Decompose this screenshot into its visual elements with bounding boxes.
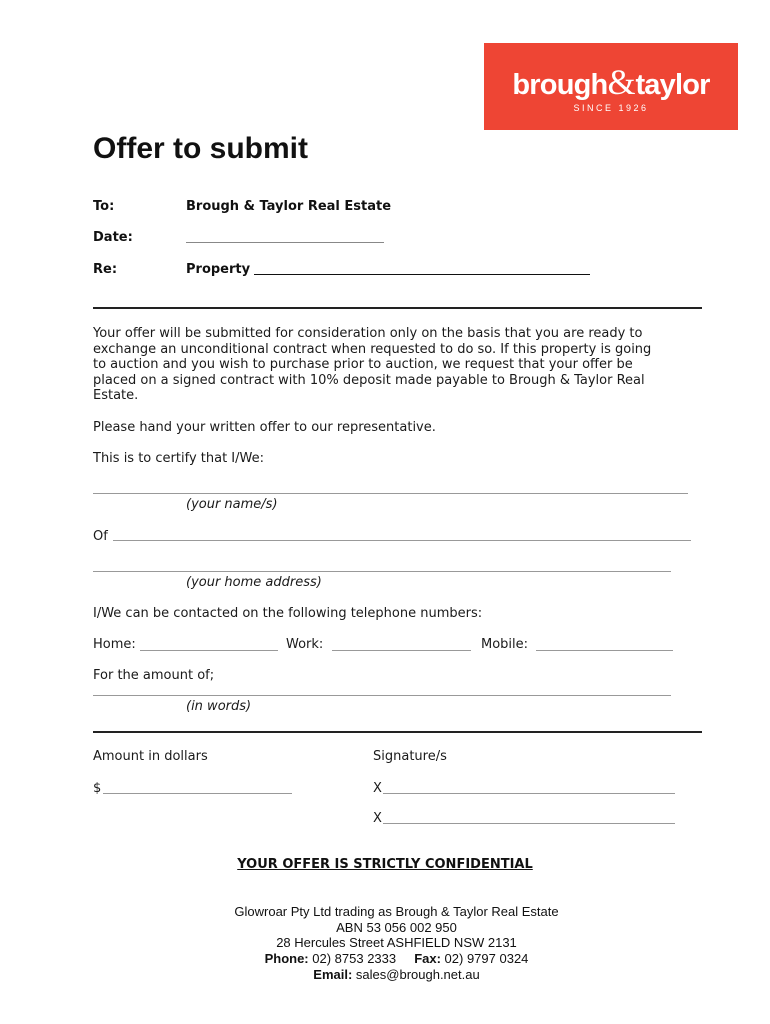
footer-phone-fax: [0, 951, 770, 967]
fax-label: Fax:: [414, 951, 441, 967]
hand-offer-text: Please hand your written offer to our representative.: [93, 420, 436, 435]
mobile-phone-label: Mobile:: [481, 637, 529, 652]
intro-paragraph: [93, 326, 693, 404]
work-phone-label: Work:: [286, 637, 324, 652]
dollar-sign: $: [93, 781, 102, 796]
contact-text: I/We can be contacted on the following telephone numbers:: [93, 606, 483, 621]
email-value[interactable]: sales@brough.net.au: [355, 966, 480, 982]
amount-dollars-label: Amount in dollars: [93, 749, 208, 764]
page-title: Offer to submit: [93, 132, 308, 165]
brand-wordmark: [484, 62, 738, 102]
signatures-label: Signature/s: [373, 749, 447, 764]
footer-abn: ABN 53 056 002 950: [336, 919, 457, 935]
intro-line: placed on a signed contract with 10% deposit made payable to Brough & Taylor Real: [93, 372, 645, 388]
signature-x-mark: X: [373, 811, 382, 826]
to-value: Brough & Taylor Real Estate: [186, 199, 392, 214]
phone-value: 02) 8753 2333: [312, 951, 397, 967]
address-field[interactable]: [93, 571, 671, 572]
property-field[interactable]: [254, 274, 590, 275]
intro-line: Your offer will be submitted for consideration only on the basis that you are ready to: [93, 326, 643, 341]
amount-of-text: For the amount of;: [93, 668, 215, 683]
your-names-hint: (your name/s): [186, 497, 278, 512]
home-phone-label: Home:: [93, 637, 136, 652]
brand-name-right: taylor: [635, 69, 710, 101]
footer-email: [0, 967, 770, 983]
phone-label: Phone:: [264, 951, 309, 967]
date-field[interactable]: [186, 242, 384, 243]
work-phone-field[interactable]: [332, 650, 471, 651]
certify-text: This is to certify that I/We:: [93, 451, 264, 466]
re-label: Re:: [93, 262, 118, 277]
home-phone-field[interactable]: [140, 650, 278, 651]
intro-line: to auction and you wish to purchase prior to auction, we request that your offer be: [93, 357, 633, 373]
divider-bottom: [93, 731, 702, 733]
amount-words-field[interactable]: [93, 695, 671, 696]
email-label: Email:: [313, 966, 353, 982]
intro-line: exchange an unconditional contract when requested to do so. If this property is going: [93, 341, 652, 357]
signature-x-mark: X: [373, 781, 382, 796]
divider-top: [93, 307, 702, 309]
intro-line: Estate.: [93, 388, 139, 404]
footer-address: 28 Hercules Street ASHFIELD NSW 2131: [276, 935, 517, 951]
signature-field-2[interactable]: [383, 823, 675, 824]
brand-name-left: brough: [512, 69, 608, 101]
brand-logo: [484, 43, 738, 130]
to-label: To:: [93, 199, 115, 214]
footer: [0, 904, 770, 983]
name-field[interactable]: [93, 493, 688, 494]
home-address-hint: (your home address): [186, 575, 322, 590]
brand-ampersand: &: [607, 62, 636, 102]
brand-since: SINCE 1926: [573, 103, 649, 113]
in-words-hint: (in words): [186, 699, 252, 714]
footer-company: Glowroar Pty Ltd trading as Brough & Taylor Real Estate: [234, 904, 559, 919]
signature-field-1[interactable]: [383, 793, 675, 794]
of-label: Of: [93, 529, 108, 544]
amount-dollars-field[interactable]: [103, 793, 292, 794]
mobile-phone-field[interactable]: [536, 650, 673, 651]
fax-value: 02) 9797 0324: [444, 951, 529, 967]
confidential-notice: YOUR OFFER IS STRICTLY CONFIDENTIAL: [237, 857, 533, 872]
of-field[interactable]: [113, 540, 691, 541]
date-label: Date:: [93, 230, 133, 245]
property-label: Property: [186, 262, 251, 277]
